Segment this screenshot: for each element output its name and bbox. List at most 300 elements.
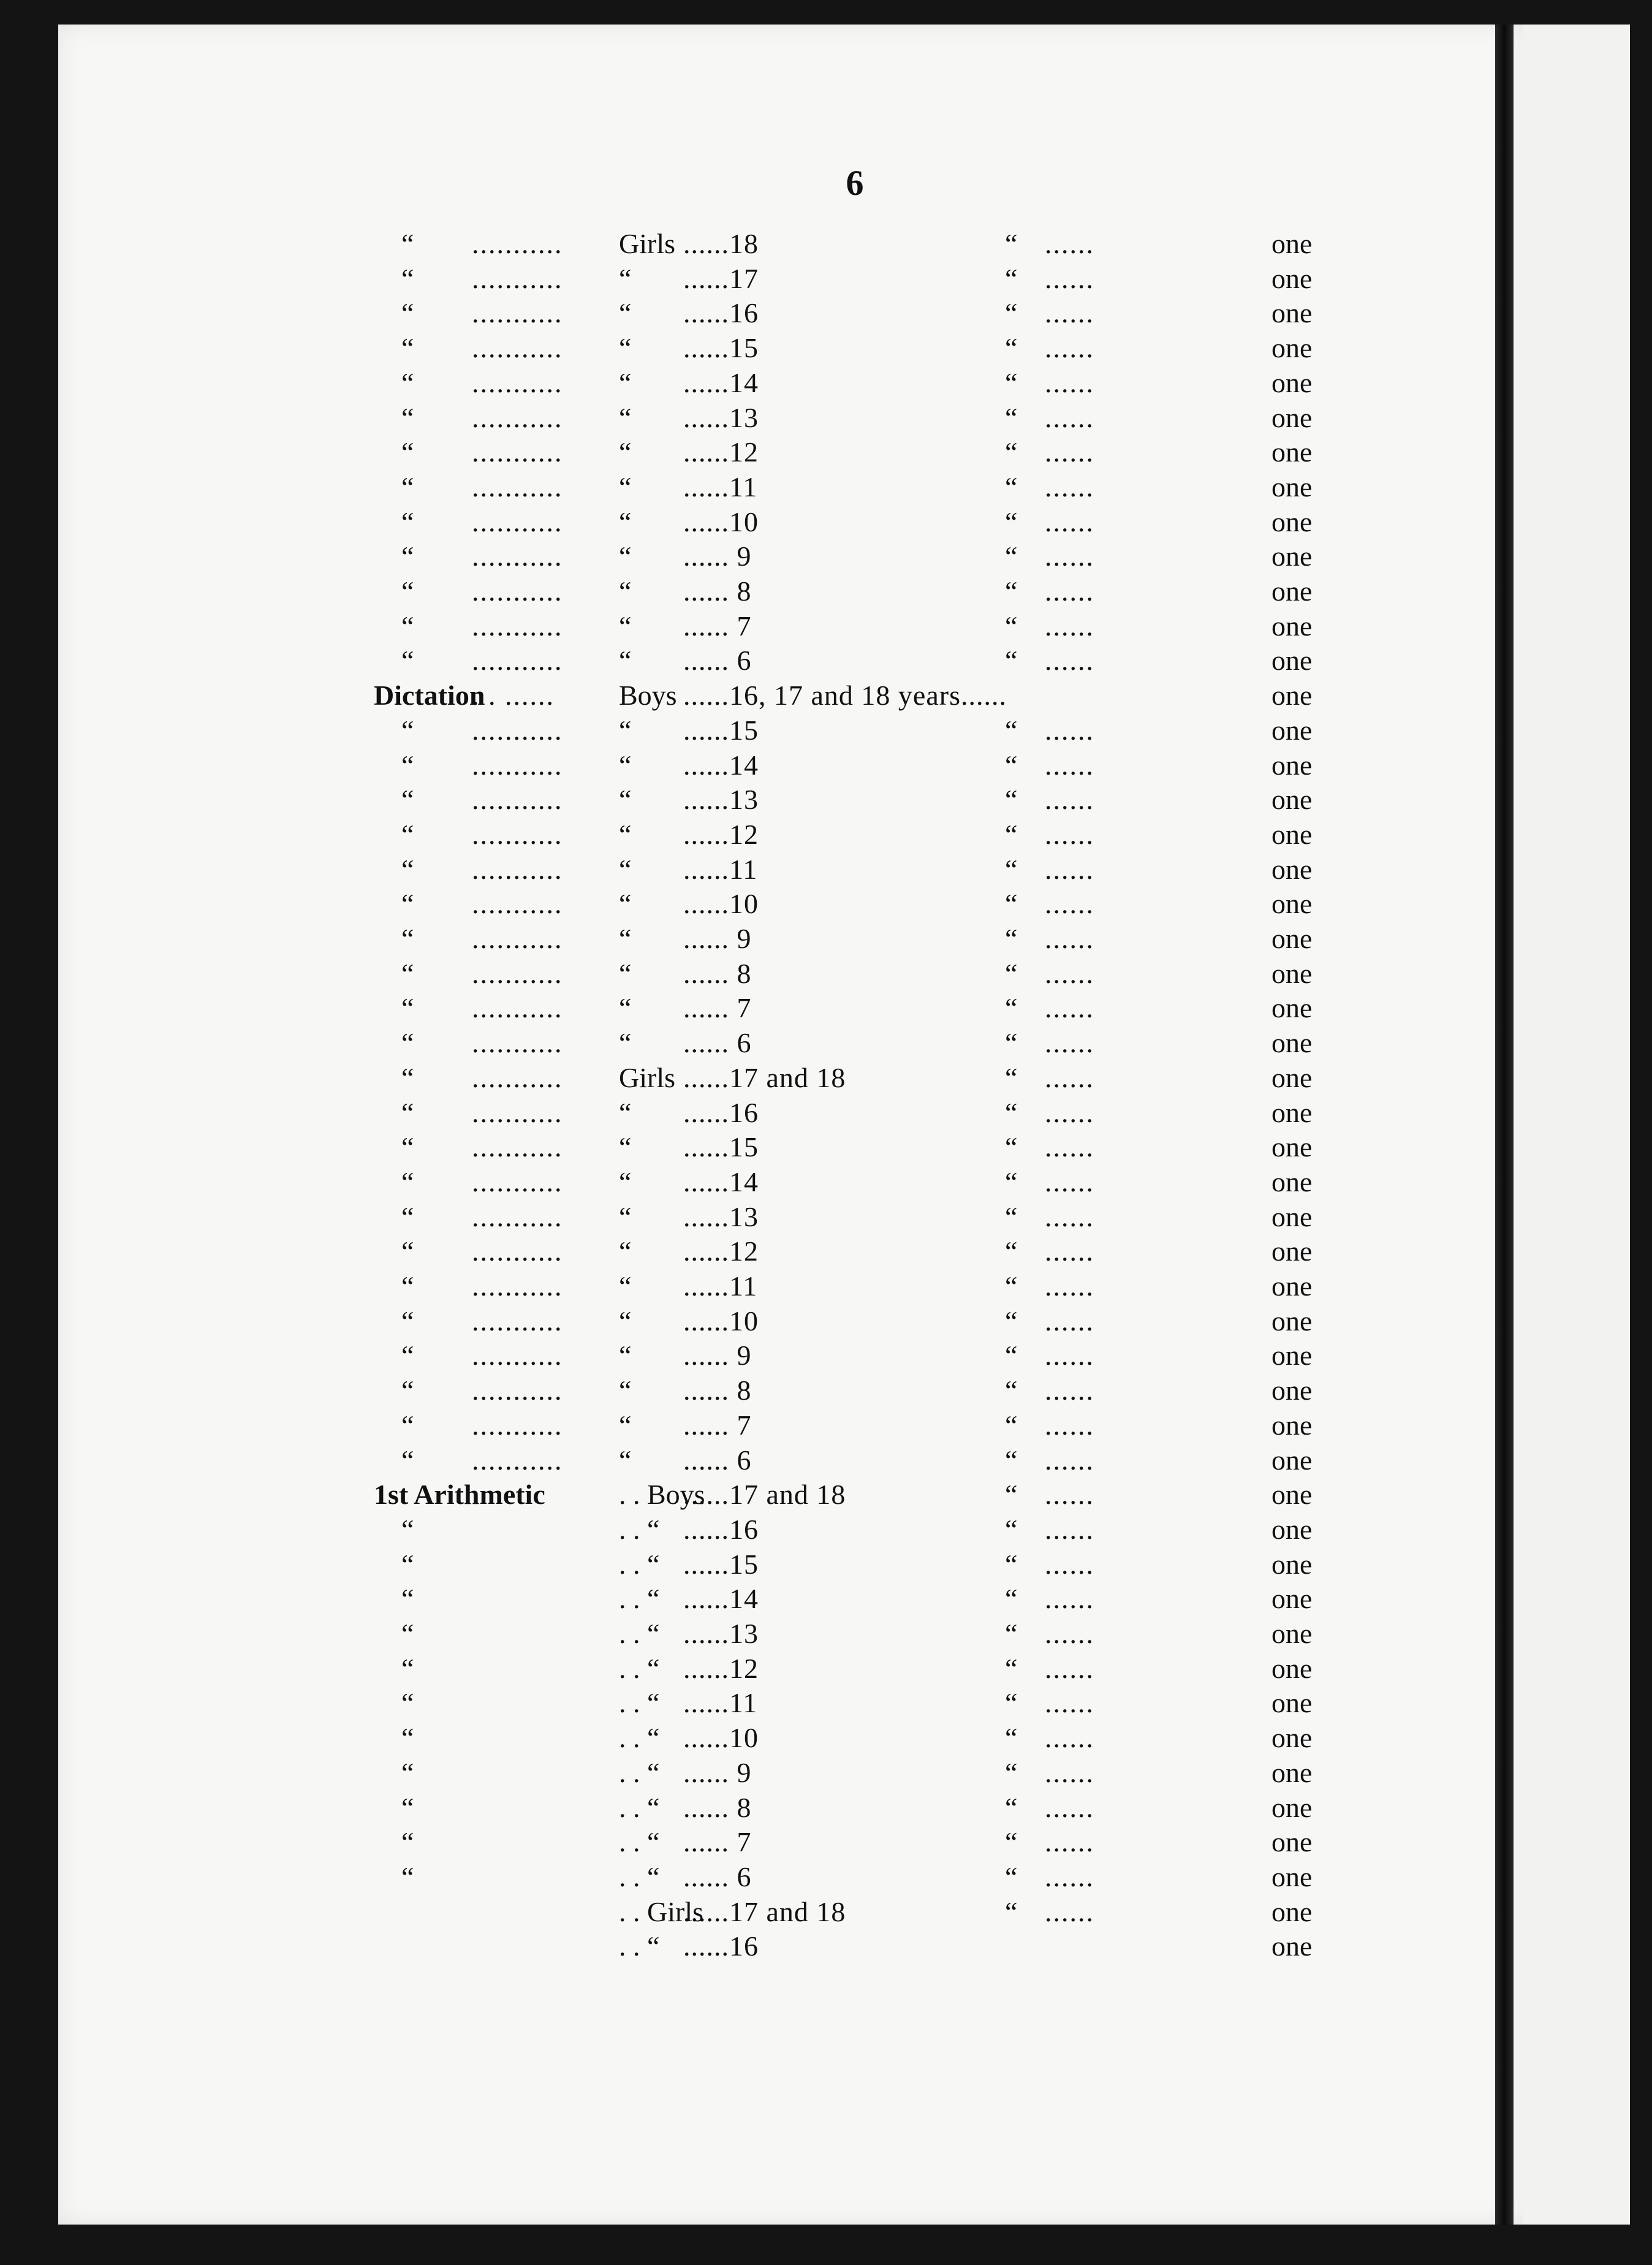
row-ditto2: “ (1005, 1861, 1018, 1892)
row-dots1: ........... (472, 1096, 563, 1128)
list-item (0, 1929, 1652, 1963)
row-ditto: “ (401, 1687, 414, 1719)
row-vol: one (1271, 1131, 1313, 1163)
row-cat: . . Girls (619, 1895, 703, 1927)
row-dots3: ...... (1045, 1201, 1094, 1232)
row-vol: one (1271, 714, 1313, 746)
list-item (0, 852, 1652, 887)
row-ditto2: “ (1005, 541, 1018, 572)
row-ditto: “ (401, 1583, 414, 1615)
row-age: ......17 and 18 (683, 1479, 846, 1511)
row-dots1: ........... (472, 888, 563, 920)
row-dots3: ...... (1045, 228, 1094, 259)
row-ditto2: “ (1005, 1895, 1018, 1927)
list-item (0, 1721, 1652, 1755)
row-ditto: “ (401, 366, 414, 398)
row-dots3: ...... (1045, 1409, 1094, 1441)
row-ditto2: “ (1005, 1513, 1018, 1545)
row-vol: one (1271, 1061, 1313, 1093)
row-dots3: ...... (1045, 1305, 1094, 1337)
row-ditto2: “ (1005, 1791, 1018, 1823)
list-item (0, 713, 1652, 748)
row-cat: “ (619, 401, 632, 433)
row-dots3: ...... (1045, 1652, 1094, 1684)
row-dots1: ........... (472, 436, 563, 468)
row-ditto2: “ (1005, 749, 1018, 781)
row-ditto2: “ (1005, 1375, 1018, 1406)
row-cat: . . “ (619, 1861, 660, 1892)
row-dots3: ...... (1045, 262, 1094, 294)
row-age: ......10 (683, 1305, 759, 1337)
row-vol: one (1271, 1444, 1313, 1476)
row-ditto: “ (401, 1027, 414, 1059)
row-age: ...... 6 (683, 1861, 752, 1892)
row-ditto: “ (401, 992, 414, 1024)
row-dots3: ...... (1045, 1375, 1094, 1406)
row-label: Dictation (374, 680, 485, 711)
row-ditto2: “ (1005, 471, 1018, 503)
row-dots1: ........... (472, 1027, 563, 1059)
row-age: ...... 6 (683, 1444, 752, 1476)
row-ditto2: “ (1005, 1548, 1018, 1580)
row-age: ......11 (683, 1687, 758, 1719)
row-dots3: ...... (1045, 366, 1094, 398)
list-item (0, 1061, 1652, 1095)
row-cat: . . “ (619, 1791, 660, 1823)
row-age: ......18 (683, 228, 759, 259)
row-age: ......17 and 18 (683, 1895, 846, 1927)
row-age: ...... 9 (683, 541, 752, 572)
row-ditto2: “ (1005, 992, 1018, 1024)
row-age: ......13 (683, 401, 759, 433)
row-ditto: “ (401, 610, 414, 642)
row-dots3: ...... (1045, 1340, 1094, 1372)
row-dots1: ........... (472, 471, 563, 503)
list-item (0, 1026, 1652, 1060)
row-cat: “ (619, 471, 632, 503)
row-vol: one (1271, 366, 1313, 398)
row-dots3: ...... (1045, 1548, 1094, 1580)
row-ditto2: “ (1005, 1722, 1018, 1754)
row-ditto: “ (401, 923, 414, 954)
row-dots3: ...... (1045, 541, 1094, 572)
row-ditto: “ (401, 1791, 414, 1823)
row-cat: “ (619, 957, 632, 989)
row-age: ......13 (683, 1201, 759, 1232)
row-age: ......11 (683, 471, 758, 503)
row-ditto2: “ (1005, 1027, 1018, 1059)
row-age: ......12 (683, 1652, 759, 1684)
row-dots3: ...... (1045, 1061, 1094, 1093)
row-dots1: ........... (472, 992, 563, 1024)
list-item (0, 1443, 1652, 1478)
row-ditto2: “ (1005, 784, 1018, 816)
row-ditto: “ (401, 1861, 414, 1892)
row-dots3: ...... (1045, 1618, 1094, 1649)
row-cat: “ (619, 645, 632, 677)
row-ditto2: “ (1005, 610, 1018, 642)
row-ditto: “ (401, 541, 414, 572)
row-age: ......12 (683, 818, 759, 850)
row-cat: . . “ (619, 1548, 660, 1580)
list-item (0, 1652, 1652, 1686)
row-ditto2: “ (1005, 1270, 1018, 1302)
row-cat: “ (619, 436, 632, 468)
list-item (0, 1547, 1652, 1582)
row-dots3: ...... (1045, 1895, 1094, 1927)
row-cat: “ (619, 784, 632, 816)
row-dots3: ...... (1045, 1513, 1094, 1545)
row-age: ...... 9 (683, 1340, 752, 1372)
row-dots1: ........... (472, 749, 563, 781)
row-dots3: ...... (1045, 332, 1094, 364)
row-age: ......10 (683, 888, 759, 920)
row-dots3: ...... (1045, 506, 1094, 537)
row-dots3: ...... (1045, 714, 1094, 746)
list-item (0, 227, 1652, 261)
row-dots1: ........... (472, 784, 563, 816)
row-dots1: ........... (472, 1409, 563, 1441)
row-ditto: “ (401, 1409, 414, 1441)
row-cat: “ (619, 610, 632, 642)
row-vol: one (1271, 1513, 1313, 1545)
list-item (0, 922, 1652, 956)
row-dots1: ........... (472, 1375, 563, 1406)
row-dots3: ...... (1045, 1722, 1094, 1754)
list-item (0, 1200, 1652, 1234)
list-item (0, 748, 1652, 783)
row-vol: one (1271, 1583, 1313, 1615)
row-ditto: “ (401, 471, 414, 503)
row-ditto2: “ (1005, 853, 1018, 885)
row-ditto: “ (401, 1756, 414, 1788)
row-dots1: ........... (472, 923, 563, 954)
row-dots3: ...... (1045, 853, 1094, 885)
row-ditto: “ (401, 1826, 414, 1858)
row-ditto: “ (401, 1375, 414, 1406)
row-ditto: “ (401, 1061, 414, 1093)
row-age: ......17 (683, 262, 759, 294)
list-item (0, 1304, 1652, 1338)
list-item (0, 401, 1652, 435)
list-item (0, 678, 1652, 713)
row-cat: “ (619, 888, 632, 920)
row-cat: Girls (619, 1061, 675, 1093)
row-cat: “ (619, 1027, 632, 1059)
row-age: ......15 (683, 1131, 759, 1163)
row-ditto2: “ (1005, 1652, 1018, 1684)
row-dots1: ........... (472, 610, 563, 642)
row-ditto: “ (401, 401, 414, 433)
row-vol: one (1271, 1027, 1313, 1059)
row-dots3: ...... (1045, 610, 1094, 642)
row-vol: one (1271, 471, 1313, 503)
row-vol: one (1271, 1618, 1313, 1649)
row-dots3: ...... (1045, 1791, 1094, 1823)
row-ditto: “ (401, 1340, 414, 1372)
row-vol: one (1271, 1548, 1313, 1580)
row-age: ...... 8 (683, 957, 752, 989)
row-dots1: ........... (472, 401, 563, 433)
row-dots1: ........... (472, 228, 563, 259)
list-item (0, 1756, 1652, 1790)
row-ditto2: “ (1005, 332, 1018, 364)
row-cat: . . “ (619, 1930, 660, 1962)
row-age: ......14 (683, 749, 759, 781)
row-ditto2: “ (1005, 575, 1018, 607)
row-ditto2: “ (1005, 957, 1018, 989)
row-cat: “ (619, 1131, 632, 1163)
row-vol: one (1271, 1861, 1313, 1892)
row-dots1: ........... (472, 1131, 563, 1163)
list-item (0, 1582, 1652, 1616)
list-item (0, 1512, 1652, 1547)
list-item (0, 1096, 1652, 1130)
row-ditto: “ (401, 1618, 414, 1649)
row-age: ...... 8 (683, 575, 752, 607)
row-dots1: ........... (472, 957, 563, 989)
row-ditto2: “ (1005, 818, 1018, 850)
row-cat: “ (619, 1409, 632, 1441)
row-dots1: ........... (472, 297, 563, 329)
row-ditto2: “ (1005, 1687, 1018, 1719)
row-age: ......16, 17 and 18 years...... (683, 680, 1007, 711)
row-ditto: “ (401, 1201, 414, 1232)
row-dots3: ...... (1045, 1861, 1094, 1892)
page-number: 6 (846, 163, 864, 203)
row-ditto: “ (401, 1444, 414, 1476)
list-item (0, 1686, 1652, 1720)
row-ditto2: “ (1005, 1305, 1018, 1337)
row-age: ......12 (683, 1235, 759, 1267)
list-item (0, 296, 1652, 330)
row-vol: one (1271, 1791, 1313, 1823)
row-ditto: “ (401, 714, 414, 746)
row-dots3: ...... (1045, 401, 1094, 433)
row-dots3: ...... (1045, 1235, 1094, 1267)
list-item (0, 366, 1652, 400)
row-dots3: ...... (1045, 1444, 1094, 1476)
row-dots3: ...... (1045, 575, 1094, 607)
row-cat: “ (619, 1340, 632, 1372)
row-vol: one (1271, 888, 1313, 920)
row-ditto: “ (401, 575, 414, 607)
row-cat: “ (619, 818, 632, 850)
row-cat: . . “ (619, 1652, 660, 1684)
list-item (0, 887, 1652, 921)
row-cat: “ (619, 506, 632, 537)
row-ditto2: “ (1005, 228, 1018, 259)
row-dots3: ...... (1045, 1270, 1094, 1302)
row-cat: “ (619, 1375, 632, 1406)
row-ditto: “ (401, 1722, 414, 1754)
row-cat: . . Boys (619, 1479, 705, 1511)
row-age: ...... 9 (683, 923, 752, 954)
row-dots3: ...... (1045, 1583, 1094, 1615)
row-cat: . . “ (619, 1826, 660, 1858)
row-age: ...... 7 (683, 1826, 752, 1858)
row-age: ......11 (683, 853, 758, 885)
list-item (0, 1825, 1652, 1859)
row-dots1: ........... (472, 1061, 563, 1093)
row-ditto: “ (401, 297, 414, 329)
row-ditto: “ (401, 262, 414, 294)
row-cat: “ (619, 1201, 632, 1232)
row-vol: one (1271, 923, 1313, 954)
list-item (0, 818, 1652, 852)
row-dots1: . . ...... (472, 680, 555, 711)
row-ditto2: “ (1005, 1235, 1018, 1267)
row-dots3: ...... (1045, 1131, 1094, 1163)
row-ditto2: “ (1005, 1826, 1018, 1858)
list-item (0, 643, 1652, 678)
row-ditto: “ (401, 1652, 414, 1684)
row-ditto: “ (401, 436, 414, 468)
row-ditto: “ (401, 888, 414, 920)
row-vol: one (1271, 1652, 1313, 1684)
row-cat: “ (619, 262, 632, 294)
row-dots1: ........... (472, 332, 563, 364)
row-ditto2: “ (1005, 1583, 1018, 1615)
row-dots3: ...... (1045, 1687, 1094, 1719)
row-cat: “ (619, 1305, 632, 1337)
row-ditto: “ (401, 853, 414, 885)
row-cat: “ (619, 1444, 632, 1476)
row-ditto2: “ (1005, 366, 1018, 398)
row-ditto: “ (401, 1235, 414, 1267)
list-item (0, 1269, 1652, 1303)
row-vol: one (1271, 853, 1313, 885)
row-vol: one (1271, 749, 1313, 781)
row-vol: one (1271, 1270, 1313, 1302)
row-vol: one (1271, 1375, 1313, 1406)
row-vol: one (1271, 436, 1313, 468)
row-age: ...... 8 (683, 1791, 752, 1823)
row-cat: “ (619, 923, 632, 954)
list-item (0, 1165, 1652, 1199)
row-vol: one (1271, 992, 1313, 1024)
row-ditto: “ (401, 1270, 414, 1302)
list-item (0, 435, 1652, 469)
row-dots1: ........... (472, 1305, 563, 1337)
row-cat: “ (619, 366, 632, 398)
row-ditto2: “ (1005, 714, 1018, 746)
row-dots1: ........... (472, 645, 563, 677)
row-ditto: “ (401, 332, 414, 364)
row-vol: one (1271, 541, 1313, 572)
list-item (0, 1130, 1652, 1164)
row-age: ...... 9 (683, 1756, 752, 1788)
row-age: ......15 (683, 1548, 759, 1580)
row-vol: one (1271, 957, 1313, 989)
row-dots3: ...... (1045, 923, 1094, 954)
row-age: ......16 (683, 1096, 759, 1128)
row-ditto2: “ (1005, 262, 1018, 294)
row-ditto2: “ (1005, 1409, 1018, 1441)
row-dots3: ...... (1045, 297, 1094, 329)
row-ditto2: “ (1005, 1444, 1018, 1476)
row-cat: “ (619, 297, 632, 329)
row-dots3: ...... (1045, 1756, 1094, 1788)
row-vol: one (1271, 262, 1313, 294)
row-dots3: ...... (1045, 818, 1094, 850)
row-age: ...... 7 (683, 992, 752, 1024)
row-ditto: “ (401, 506, 414, 537)
row-ditto: “ (401, 1513, 414, 1545)
row-cat: Girls (619, 228, 675, 259)
row-age: ......14 (683, 1166, 759, 1197)
row-ditto2: “ (1005, 1166, 1018, 1197)
row-vol: one (1271, 1687, 1313, 1719)
list-item (0, 1895, 1652, 1929)
row-ditto: “ (401, 1166, 414, 1197)
row-ditto: “ (401, 1548, 414, 1580)
list-item (0, 331, 1652, 365)
row-dots1: ........... (472, 1340, 563, 1372)
row-age: ...... 6 (683, 1027, 752, 1059)
row-vol: one (1271, 1096, 1313, 1128)
row-age: ......14 (683, 366, 759, 398)
row-cat: “ (619, 853, 632, 885)
row-cat: “ (619, 332, 632, 364)
list-item (0, 505, 1652, 539)
row-age: ......12 (683, 436, 759, 468)
row-vol: one (1271, 1479, 1313, 1511)
list-item (0, 1408, 1652, 1443)
row-cat: “ (619, 1096, 632, 1128)
row-label: 1st Arithmetic (374, 1479, 545, 1511)
row-vol: one (1271, 1722, 1313, 1754)
row-ditto: “ (401, 1305, 414, 1337)
row-vol: one (1271, 332, 1313, 364)
row-dots1: ........... (472, 1270, 563, 1302)
row-vol: one (1271, 1930, 1313, 1962)
row-ditto2: “ (1005, 436, 1018, 468)
row-dots3: ...... (1045, 645, 1094, 677)
row-vol: one (1271, 784, 1313, 816)
row-dots1: ........... (472, 541, 563, 572)
list-item (0, 1860, 1652, 1894)
row-cat: . . “ (619, 1583, 660, 1615)
row-vol: one (1271, 1201, 1313, 1232)
row-dots3: ...... (1045, 992, 1094, 1024)
row-cat: “ (619, 575, 632, 607)
row-cat: . . “ (619, 1756, 660, 1788)
row-vol: one (1271, 297, 1313, 329)
row-dots1: ........... (472, 818, 563, 850)
row-age: ......10 (683, 1722, 759, 1754)
row-ditto2: “ (1005, 297, 1018, 329)
row-age: ......11 (683, 1270, 758, 1302)
list-item (0, 1338, 1652, 1373)
row-cat: . . “ (619, 1722, 660, 1754)
row-dots3: ...... (1045, 1166, 1094, 1197)
row-cat: “ (619, 749, 632, 781)
row-age: ......17 and 18 (683, 1061, 846, 1093)
row-ditto: “ (401, 784, 414, 816)
row-vol: one (1271, 1895, 1313, 1927)
list-item (0, 991, 1652, 1025)
row-ditto2: “ (1005, 1756, 1018, 1788)
list-item (0, 470, 1652, 504)
row-cat: “ (619, 541, 632, 572)
row-ditto2: “ (1005, 923, 1018, 954)
row-vol: one (1271, 1756, 1313, 1788)
row-vol: one (1271, 1826, 1313, 1858)
row-age: ......10 (683, 506, 759, 537)
row-cat: “ (619, 992, 632, 1024)
row-dots3: ...... (1045, 436, 1094, 468)
